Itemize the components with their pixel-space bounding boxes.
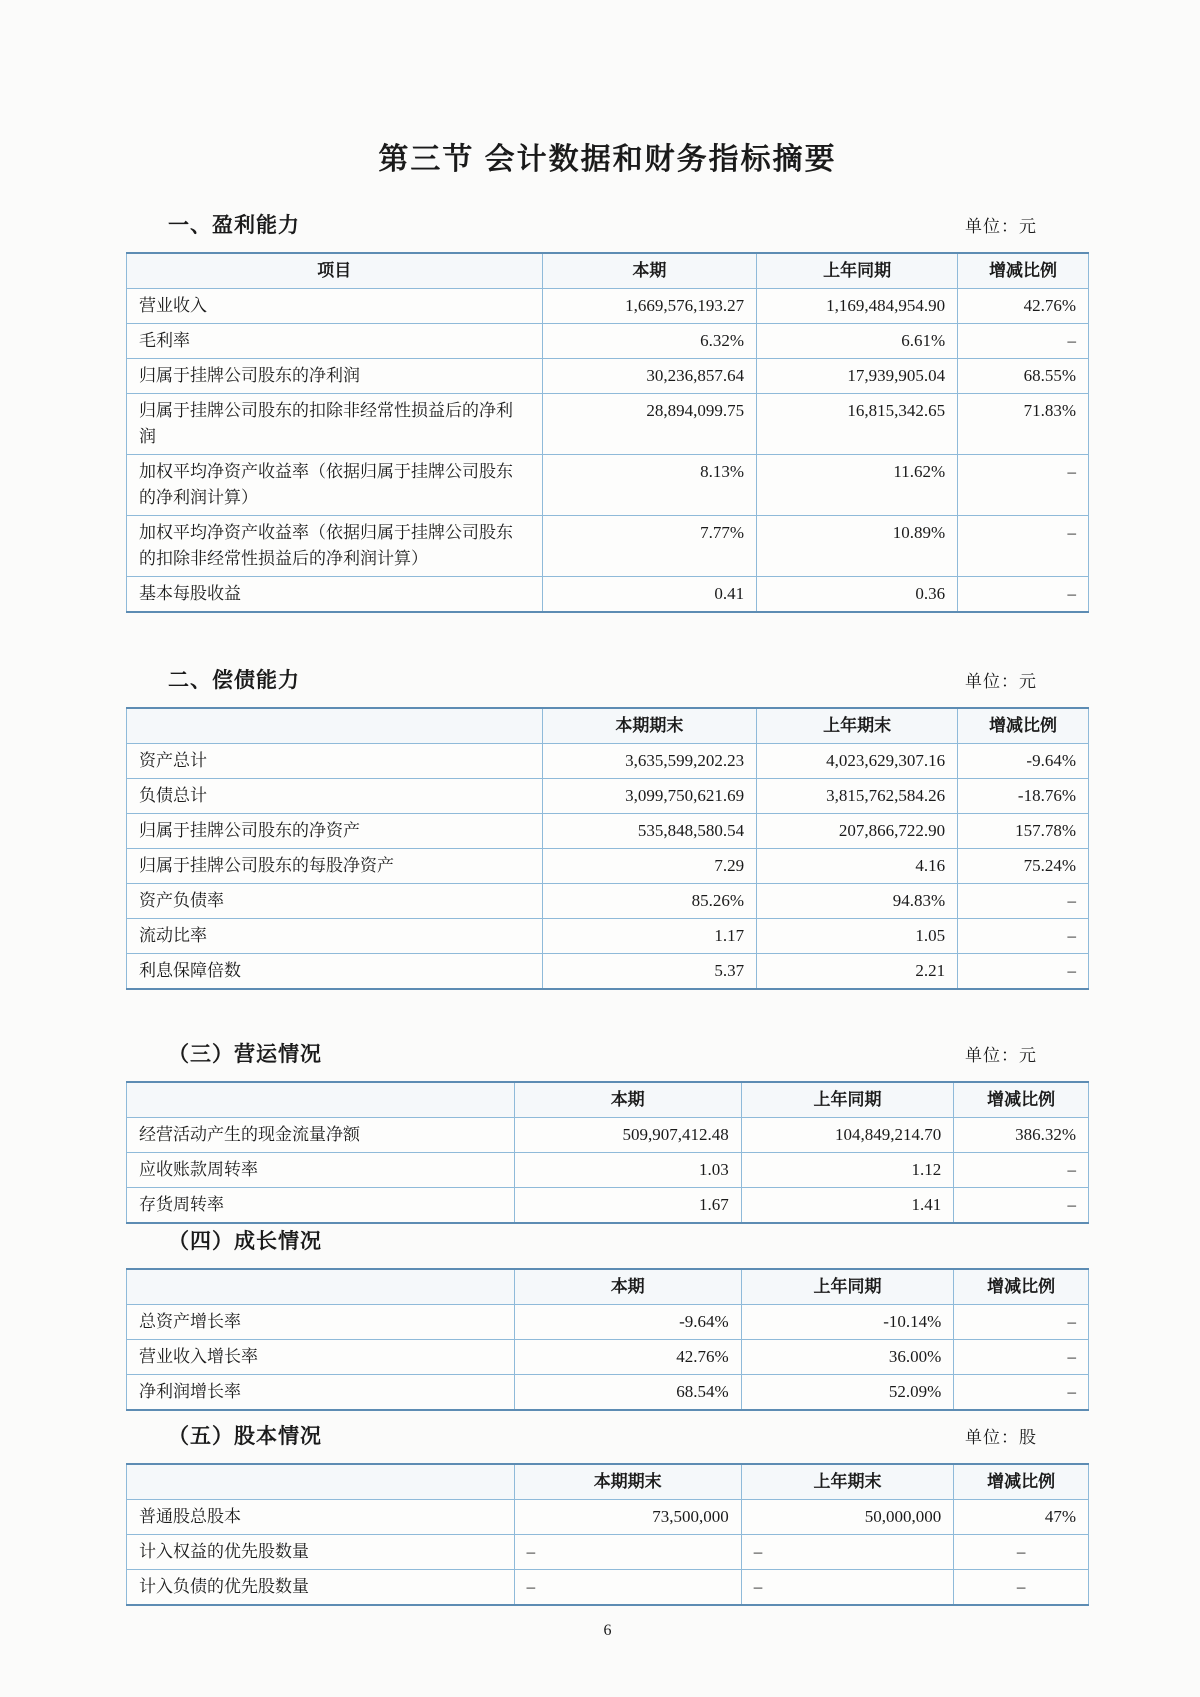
row-label: 营业收入 [127, 289, 543, 324]
column-header: 增减比例 [954, 1269, 1089, 1305]
section-heading: （五）股本情况 [168, 1425, 322, 1448]
cell-value: 104,849,214.70 [741, 1118, 954, 1153]
row-label: 归属于挂牌公司股东的扣除非经常性损益后的净利润 [127, 394, 543, 455]
cell-value: – [954, 1535, 1089, 1570]
cell-value: 71.83% [958, 394, 1089, 455]
row-label: 归属于挂牌公司股东的净资产 [127, 814, 543, 849]
section-header-row [126, 212, 1089, 240]
row-label: 负债总计 [127, 779, 543, 814]
section-header-row [126, 1041, 1089, 1069]
unit-label: 单位：元 [965, 1046, 1037, 1065]
cell-value: 10.89% [757, 516, 958, 577]
cell-value: – [741, 1570, 954, 1606]
column-header: 增减比例 [958, 708, 1089, 744]
cell-value: 3,099,750,621.69 [542, 779, 757, 814]
cell-value: 28,894,099.75 [542, 394, 757, 455]
section-solvency [126, 667, 1089, 990]
cell-value: 16,815,342.65 [757, 394, 958, 455]
table-row [127, 359, 1089, 394]
table-row [127, 954, 1089, 990]
cell-value: 30,236,857.64 [542, 359, 757, 394]
section-heading: （四）成长情况 [168, 1230, 322, 1253]
cell-value: -10.14% [741, 1305, 954, 1340]
table-row [127, 577, 1089, 613]
row-label: 净利润增长率 [127, 1375, 515, 1411]
operations-table [126, 1081, 1089, 1224]
column-header [127, 708, 543, 744]
row-label: 毛利率 [127, 324, 543, 359]
column-header: 本期 [514, 1082, 741, 1118]
cell-value: – [954, 1375, 1089, 1411]
cell-value: 0.41 [542, 577, 757, 613]
growth-table [126, 1268, 1089, 1411]
cell-value: – [514, 1535, 741, 1570]
cell-value: 157.78% [958, 814, 1089, 849]
table-row [127, 1305, 1089, 1340]
row-label: 加权平均净资产收益率（依据归属于挂牌公司股东的净利润计算） [127, 455, 543, 516]
row-label: 流动比率 [127, 919, 543, 954]
cell-value: 73,500,000 [514, 1500, 741, 1535]
cell-value: 1,669,576,193.27 [542, 289, 757, 324]
cell-value: 4.16 [757, 849, 958, 884]
unit-label: 单位：元 [965, 217, 1037, 236]
row-label: 资产总计 [127, 744, 543, 779]
row-label: 加权平均净资产收益率（依据归属于挂牌公司股东的扣除非经常性损益后的净利润计算） [127, 516, 543, 577]
section-heading: 一、盈利能力 [168, 214, 300, 237]
column-header: 增减比例 [954, 1082, 1089, 1118]
table-row [127, 1500, 1089, 1535]
column-header [127, 1464, 515, 1500]
cell-value: 1.17 [542, 919, 757, 954]
table-row [127, 919, 1089, 954]
cell-value: 4,023,629,307.16 [757, 744, 958, 779]
cell-value: 36.00% [741, 1340, 954, 1375]
cell-value: 68.54% [514, 1375, 741, 1411]
cell-value: 11.62% [757, 455, 958, 516]
column-header: 上年同期 [741, 1269, 954, 1305]
column-header: 本期期末 [542, 708, 757, 744]
cell-value: 50,000,000 [741, 1500, 954, 1535]
cell-value: 7.29 [542, 849, 757, 884]
table-row [127, 1535, 1089, 1570]
column-header: 本期期末 [514, 1464, 741, 1500]
cell-value: 75.24% [958, 849, 1089, 884]
row-label: 归属于挂牌公司股东的每股净资产 [127, 849, 543, 884]
section-operations [126, 1041, 1089, 1224]
cell-value: 7.77% [542, 516, 757, 577]
cell-value: – [958, 919, 1089, 954]
table-row [127, 1570, 1089, 1606]
cell-value: 1.05 [757, 919, 958, 954]
column-header [127, 1082, 515, 1118]
table-row [127, 1188, 1089, 1224]
cell-value: -9.64% [958, 744, 1089, 779]
row-label: 计入负债的优先股数量 [127, 1570, 515, 1606]
table-row [127, 849, 1089, 884]
section-heading: 二、偿债能力 [168, 669, 300, 692]
cell-value: 68.55% [958, 359, 1089, 394]
cell-value: – [954, 1570, 1089, 1606]
row-label: 资产负债率 [127, 884, 543, 919]
share-capital-table [126, 1463, 1089, 1606]
cell-value: 8.13% [542, 455, 757, 516]
row-label: 营业收入增长率 [127, 1340, 515, 1375]
cell-value: 0.36 [757, 577, 958, 613]
table-header-row [127, 1464, 1089, 1500]
row-label: 利息保障倍数 [127, 954, 543, 990]
cell-value: – [954, 1153, 1089, 1188]
table-row [127, 779, 1089, 814]
cell-value: – [958, 324, 1089, 359]
cell-value: 386.32% [954, 1118, 1089, 1153]
cell-value: 5.37 [542, 954, 757, 990]
column-header: 上年期末 [757, 708, 958, 744]
table-row [127, 884, 1089, 919]
row-label: 普通股总股本 [127, 1500, 515, 1535]
table-header-row [127, 1082, 1089, 1118]
table-row [127, 744, 1089, 779]
column-header: 本期 [514, 1269, 741, 1305]
profitability-table [126, 252, 1089, 613]
unit-label: 单位：股 [965, 1428, 1037, 1447]
cell-value: – [954, 1305, 1089, 1340]
cell-value: – [514, 1570, 741, 1606]
column-header [127, 1269, 515, 1305]
cell-value: 1,169,484,954.90 [757, 289, 958, 324]
cell-value: 535,848,580.54 [542, 814, 757, 849]
table-row [127, 324, 1089, 359]
column-header: 本期 [542, 253, 757, 289]
cell-value: 2.21 [757, 954, 958, 990]
table-header-row [127, 708, 1089, 744]
column-header: 上年期末 [741, 1464, 954, 1500]
table-row [127, 455, 1089, 516]
table-row [127, 516, 1089, 577]
row-label: 经营活动产生的现金流量净额 [127, 1118, 515, 1153]
cell-value: 1.03 [514, 1153, 741, 1188]
cell-value: 1.12 [741, 1153, 954, 1188]
cell-value: 3,815,762,584.26 [757, 779, 958, 814]
cell-value: 42.76% [958, 289, 1089, 324]
column-header: 项目 [127, 253, 543, 289]
table-header-row [127, 253, 1089, 289]
table-row [127, 1340, 1089, 1375]
cell-value: 52.09% [741, 1375, 954, 1411]
cell-value: 94.83% [757, 884, 958, 919]
section-header-row [126, 1423, 1089, 1451]
section-share-capital [126, 1423, 1089, 1606]
table-row [127, 1153, 1089, 1188]
column-header: 增减比例 [958, 253, 1089, 289]
cell-value: 207,866,722.90 [757, 814, 958, 849]
table-row [127, 814, 1089, 849]
row-label: 总资产增长率 [127, 1305, 515, 1340]
page-number: 6 [603, 1622, 612, 1639]
cell-value: 85.26% [542, 884, 757, 919]
section-heading: （三）营运情况 [168, 1043, 322, 1066]
cell-value: 3,635,599,202.23 [542, 744, 757, 779]
section-profitability [126, 212, 1089, 613]
table-row [127, 1375, 1089, 1411]
unit-label: 单位：元 [965, 672, 1037, 691]
cell-value: – [954, 1340, 1089, 1375]
cell-value: 509,907,412.48 [514, 1118, 741, 1153]
row-label: 基本每股收益 [127, 577, 543, 613]
row-label: 应收账款周转率 [127, 1153, 515, 1188]
cell-value: 6.61% [757, 324, 958, 359]
row-label: 计入权益的优先股数量 [127, 1535, 515, 1570]
column-header: 上年同期 [741, 1082, 954, 1118]
cell-value: – [954, 1188, 1089, 1224]
table-row [127, 289, 1089, 324]
cell-value: – [958, 455, 1089, 516]
cell-value: – [741, 1535, 954, 1570]
cell-value: 1.67 [514, 1188, 741, 1224]
cell-value: 6.32% [542, 324, 757, 359]
section-header-row [126, 1228, 1089, 1256]
cell-value: -9.64% [514, 1305, 741, 1340]
solvency-table [126, 707, 1089, 990]
column-header: 上年同期 [757, 253, 958, 289]
page-content [126, 142, 1089, 1640]
section-growth [126, 1228, 1089, 1411]
cell-value: 17,939,905.04 [757, 359, 958, 394]
cell-value: -18.76% [958, 779, 1089, 814]
row-label: 归属于挂牌公司股东的净利润 [127, 359, 543, 394]
page-title: 第三节 会计数据和财务指标摘要 [378, 143, 837, 176]
cell-value: – [958, 884, 1089, 919]
section-header-row [126, 667, 1089, 695]
table-row [127, 394, 1089, 455]
column-header: 增减比例 [954, 1464, 1089, 1500]
cell-value: – [958, 516, 1089, 577]
cell-value: – [958, 954, 1089, 990]
cell-value: 42.76% [514, 1340, 741, 1375]
row-label: 存货周转率 [127, 1188, 515, 1224]
table-row [127, 1118, 1089, 1153]
cell-value: – [958, 577, 1089, 613]
cell-value: 1.41 [741, 1188, 954, 1224]
table-header-row [127, 1269, 1089, 1305]
cell-value: 47% [954, 1500, 1089, 1535]
